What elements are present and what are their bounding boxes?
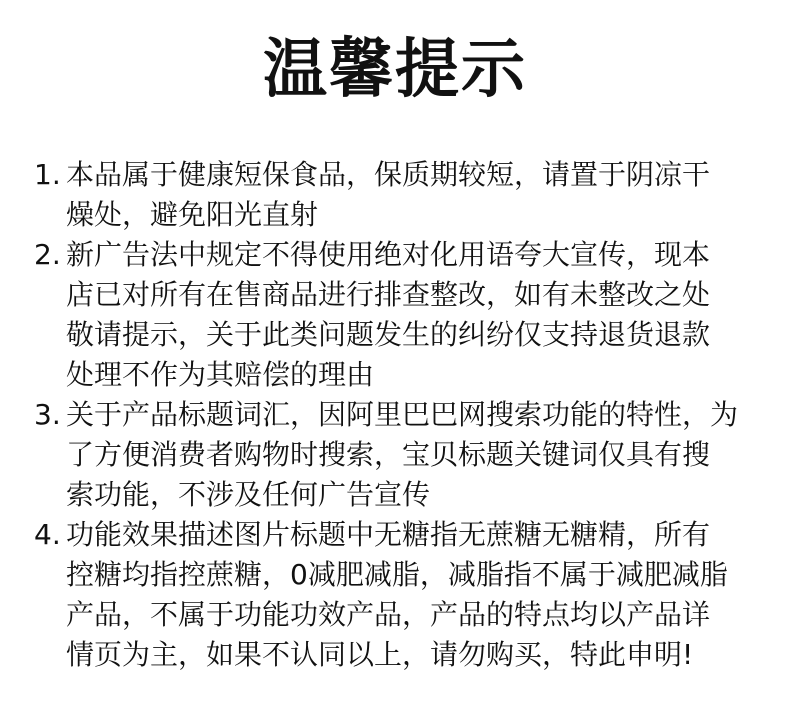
item-text-line: 索功能，不涉及任何广告宣传 bbox=[66, 478, 431, 511]
notice-list bbox=[34, 155, 764, 675]
page-title: 温馨提示 bbox=[263, 33, 527, 107]
item-text-line: 店已对所有在售商品进行排查整改，如有未整改之处 bbox=[66, 278, 711, 311]
item-number: 1. bbox=[34, 158, 61, 191]
item-number: 3. bbox=[34, 398, 61, 431]
item-number: 4. bbox=[34, 518, 61, 551]
item-text-line: 情页为主，如果不认同以上，请勿购买，特此申明! bbox=[66, 638, 694, 671]
item-text-line: 功能效果描述图片标题中无糖指无蔗糖无糖精，所有 bbox=[66, 518, 711, 551]
item-text-line: 控糖均指控蔗糖，0减肥减脂，减脂指不属于减肥减脂 bbox=[66, 558, 728, 591]
item-text-line: 了方便消费者购物时搜索，宝贝标题关键词仅具有搜 bbox=[66, 438, 711, 471]
notice-item-2 bbox=[34, 235, 764, 395]
notice-item-4 bbox=[34, 515, 764, 675]
item-text-line: 敬请提示，关于此类问题发生的纠纷仅支持退货退款 bbox=[66, 318, 711, 351]
item-number: 2. bbox=[34, 238, 61, 271]
item-text-line: 关于产品标题词汇，因阿里巴巴网搜索功能的特性，为 bbox=[66, 398, 739, 431]
item-text-line: 处理不作为其赔偿的理由 bbox=[66, 358, 375, 391]
item-text-line: 本品属于健康短保食品，保质期较短，请置于阴凉干 bbox=[66, 158, 711, 191]
item-text-line: 燥处，避免阳光直射 bbox=[66, 198, 319, 231]
notice-item-1 bbox=[34, 155, 764, 235]
notice-item-3 bbox=[34, 395, 764, 515]
item-text-line: 新广告法中规定不得使用绝对化用语夸大宣传，现本 bbox=[66, 238, 711, 271]
item-text-line: 产品，不属于功能功效产品，产品的特点均以产品详 bbox=[66, 598, 711, 631]
